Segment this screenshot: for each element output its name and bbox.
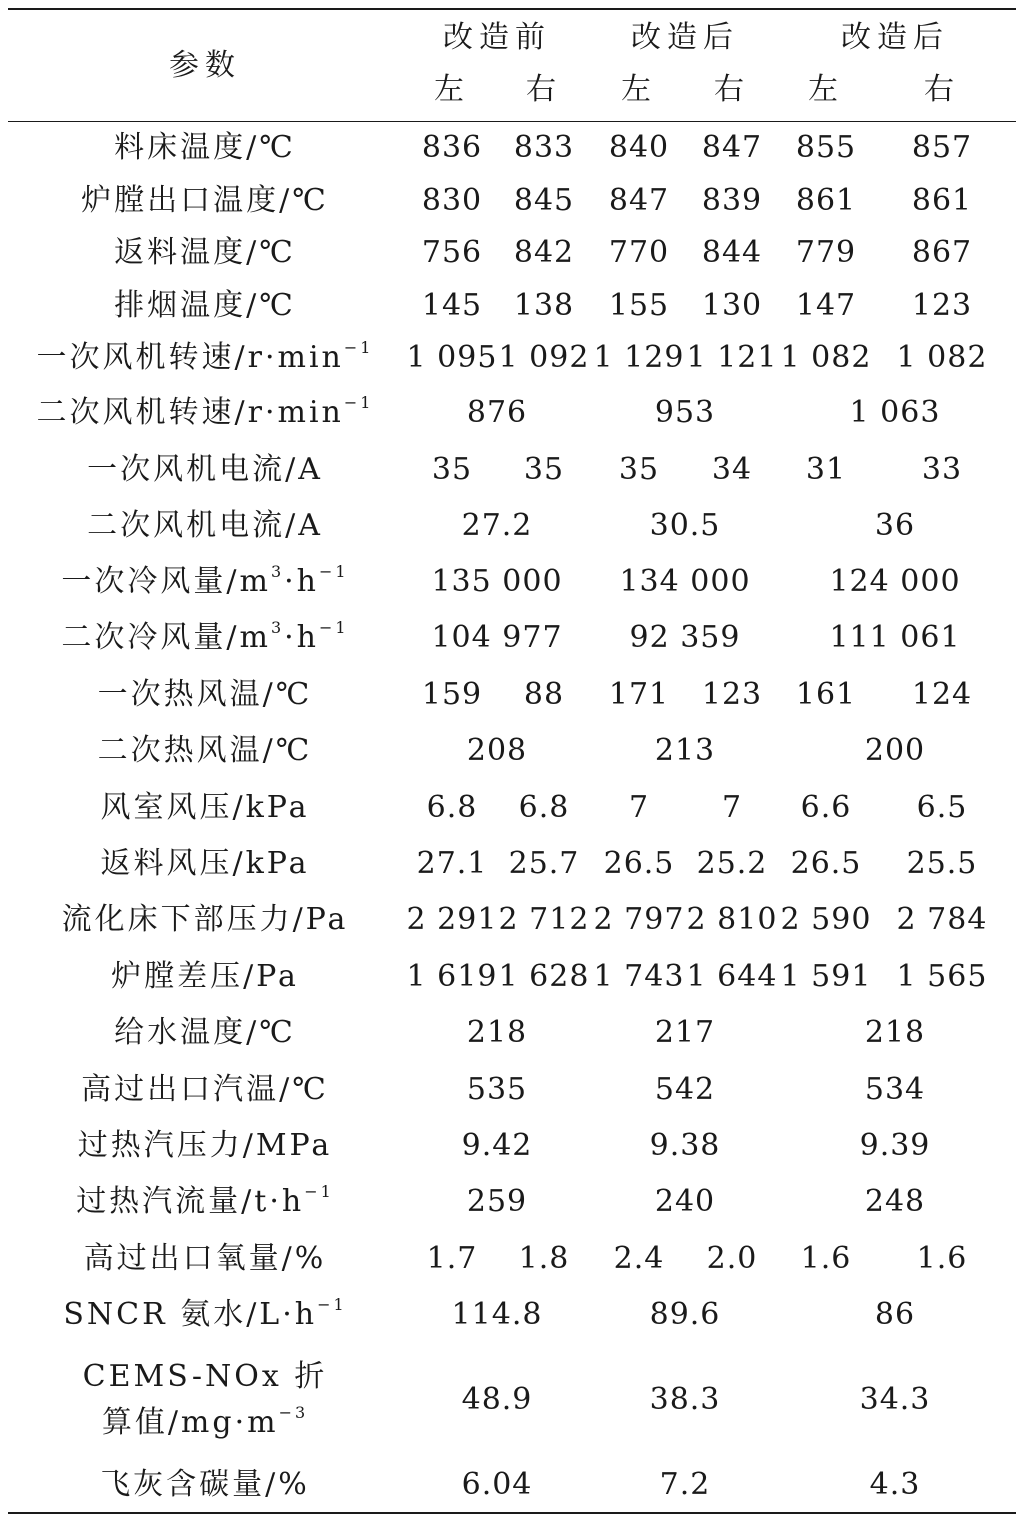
table-cell: 104 977	[431, 620, 563, 655]
row-label: 返料温度/℃	[114, 235, 296, 270]
table-cell: 1.6	[916, 1241, 968, 1276]
table-cell: 147	[795, 288, 857, 323]
row-label: 一次风机电流/A	[87, 452, 323, 487]
table-cell: 1 743	[593, 959, 685, 994]
row-label-line2: 算值$/mg\cdot m^{-3}$	[101, 1403, 309, 1440]
table-cell: 35	[431, 452, 473, 487]
table-cell: 124	[911, 677, 973, 712]
table-cell: 2 810	[686, 902, 778, 937]
row-label: 给水温度/℃	[114, 1015, 296, 1050]
table-cell: 218	[864, 1015, 926, 1050]
table-cell: 6.04	[461, 1467, 533, 1502]
table-cell: 89.6	[649, 1297, 721, 1332]
table-cell: 200	[864, 733, 926, 768]
table-cell: 2 797	[593, 902, 685, 937]
header-rule	[8, 121, 1016, 122]
table-cell: 218	[466, 1015, 528, 1050]
table-cell: 770	[608, 235, 670, 270]
table-cell: 1 121	[686, 340, 778, 375]
row-label: 炉膛出口温度/℃	[81, 183, 329, 218]
table-cell: 861	[911, 183, 973, 218]
table-cell: 1 591	[780, 959, 872, 994]
table-cell: 161	[795, 677, 857, 712]
row-label: 过热汽流量$/t\cdot h^{-1}$	[76, 1182, 334, 1219]
table-cell: 27.2	[461, 508, 533, 543]
table-cell: 92 359	[629, 620, 741, 655]
row-label: 过热汽压力/MPa	[77, 1128, 333, 1163]
row-label: 二次热风温/℃	[97, 733, 313, 768]
row-label: 料床温度/℃	[114, 130, 296, 165]
table-cell: 542	[654, 1072, 716, 1107]
table-cell: 855	[795, 130, 857, 165]
table-cell: 1 619	[406, 959, 498, 994]
row-label: 炉膛差压/Pa	[111, 959, 299, 994]
table-cell: 779	[795, 235, 857, 270]
top-rule	[8, 8, 1016, 10]
table-cell: 48.9	[461, 1382, 533, 1417]
table-cell: 130	[701, 288, 763, 323]
table-cell: 30.5	[649, 508, 721, 543]
table-cell: 857	[911, 130, 973, 165]
table-cell: 35	[523, 452, 565, 487]
row-label	[83, 1354, 328, 1446]
table-cell: 1.8	[518, 1241, 570, 1276]
table-cell: 155	[608, 288, 670, 323]
header-side: 右	[714, 72, 750, 107]
table-cell: 26.5	[603, 846, 675, 881]
table-cell: 1.7	[426, 1241, 478, 1276]
table-cell: 7	[721, 790, 743, 825]
table-cell: 38.3	[649, 1382, 721, 1417]
table-cell: 145	[421, 288, 483, 323]
table-cell: 171	[608, 677, 670, 712]
table-cell: 535	[466, 1072, 528, 1107]
table-cell: 7	[628, 790, 650, 825]
table-cell: 867	[911, 235, 973, 270]
row-label-line1: CEMS-NOx 折	[82, 1359, 328, 1394]
table-cell: 27.1	[416, 846, 488, 881]
table-cell: 25.7	[508, 846, 580, 881]
table-cell: 25.2	[696, 846, 768, 881]
row-label: 二次风机转速$/r\cdot\min^{-1}$	[36, 393, 374, 430]
table-cell: 208	[466, 733, 528, 768]
table-cell: 31	[805, 452, 847, 487]
table-cell: 830	[421, 183, 483, 218]
table-cell: 861	[795, 183, 857, 218]
table-cell: 2 590	[780, 902, 872, 937]
row-label: 二次冷风量$/m^3\cdot h^{-1}$	[61, 618, 349, 655]
table-cell: 124 000	[829, 564, 961, 599]
table-cell: 114.8	[451, 1297, 543, 1332]
table-cell: 845	[513, 183, 575, 218]
table-cell: 1 644	[686, 959, 778, 994]
table-cell: 2 712	[498, 902, 590, 937]
table-cell: 1 082	[780, 340, 872, 375]
row-label: 高过出口氧量/%	[83, 1241, 327, 1276]
table-cell: 86	[874, 1297, 916, 1332]
row-label: 流化床下部压力/Pa	[61, 902, 349, 937]
row-label: 返料风压/kPa	[100, 846, 310, 881]
row-label: 二次风机电流/A	[87, 508, 323, 543]
table-cell: 123	[701, 677, 763, 712]
header-side: 左	[434, 72, 470, 107]
table-cell: 847	[608, 183, 670, 218]
table-cell: 1 082	[896, 340, 988, 375]
table-cell: 839	[701, 183, 763, 218]
table-cell: 4.3	[869, 1467, 921, 1502]
table-cell: 6.6	[800, 790, 852, 825]
table-cell: 134 000	[619, 564, 751, 599]
table-cell: 9.39	[859, 1128, 931, 1163]
header-group: 改造后	[841, 20, 949, 55]
table-cell: 1.6	[800, 1241, 852, 1276]
table-cell: 33	[921, 452, 963, 487]
header-side: 右	[526, 72, 562, 107]
table-cell: 1 095	[406, 340, 498, 375]
header-group: 改造前	[443, 20, 551, 55]
table-cell: 9.38	[649, 1128, 721, 1163]
table-cell: 1 565	[896, 959, 988, 994]
table-cell: 2.0	[706, 1241, 758, 1276]
table-cell: 111 061	[829, 620, 961, 655]
table-cell: 840	[608, 130, 670, 165]
table-cell: 135 000	[431, 564, 563, 599]
table-cell: 7.2	[659, 1467, 711, 1502]
table-cell: 138	[513, 288, 575, 323]
header-side: 左	[808, 72, 844, 107]
header-side: 右	[924, 72, 960, 107]
table-cell: 88	[523, 677, 565, 712]
row-label: 一次热风温/℃	[97, 677, 313, 712]
row-label: 一次冷风量$/m^3\cdot h^{-1}$	[61, 562, 349, 599]
table-cell: 159	[421, 677, 483, 712]
table-cell: 26.5	[790, 846, 862, 881]
header-side: 左	[621, 72, 657, 107]
row-label: 飞灰含碳量/%	[100, 1467, 310, 1502]
table-cell: 6.5	[916, 790, 968, 825]
table-cell: 953	[654, 395, 716, 430]
table-cell: 2.4	[613, 1241, 665, 1276]
header-param: 参数	[169, 48, 241, 83]
table-cell: 6.8	[426, 790, 478, 825]
row-label: 高过出口汽温/℃	[81, 1072, 329, 1107]
table-cell: 213	[654, 733, 716, 768]
table-cell: 1 628	[498, 959, 590, 994]
row-label: 一次风机转速$/r\cdot\min^{-1}$	[36, 338, 374, 375]
row-label: SNCR 氨水$/L\cdot h^{-1}$	[63, 1295, 347, 1332]
table-cell: 123	[911, 288, 973, 323]
table-cell: 1 063	[849, 395, 941, 430]
table-cell: 217	[654, 1015, 716, 1050]
table-cell: 844	[701, 235, 763, 270]
table-cell: 847	[701, 130, 763, 165]
header-group: 改造后	[631, 20, 739, 55]
row-label: 风室风压/kPa	[100, 790, 310, 825]
table-cell: 1 092	[498, 340, 590, 375]
table-cell: 833	[513, 130, 575, 165]
table-cell: 35	[618, 452, 660, 487]
table-cell: 240	[654, 1184, 716, 1219]
table-cell: 9.42	[461, 1128, 533, 1163]
table-cell: 36	[874, 508, 916, 543]
table-cell: 842	[513, 235, 575, 270]
table-cell: 248	[864, 1184, 926, 1219]
table-cell: 34.3	[859, 1382, 931, 1417]
row-label: 排烟温度/℃	[114, 288, 296, 323]
table-cell: 2 784	[896, 902, 988, 937]
table-cell: 876	[466, 395, 528, 430]
table-cell: 1 129	[593, 340, 685, 375]
table-cell: 836	[421, 130, 483, 165]
table-cell: 6.8	[518, 790, 570, 825]
table-cell: 534	[864, 1072, 926, 1107]
table-cell: 756	[421, 235, 483, 270]
table-cell: 34	[711, 452, 753, 487]
table-cell: 259	[466, 1184, 528, 1219]
table-cell: 2 291	[406, 902, 498, 937]
bottom-rule	[8, 1512, 1016, 1514]
table-cell: 25.5	[906, 846, 978, 881]
